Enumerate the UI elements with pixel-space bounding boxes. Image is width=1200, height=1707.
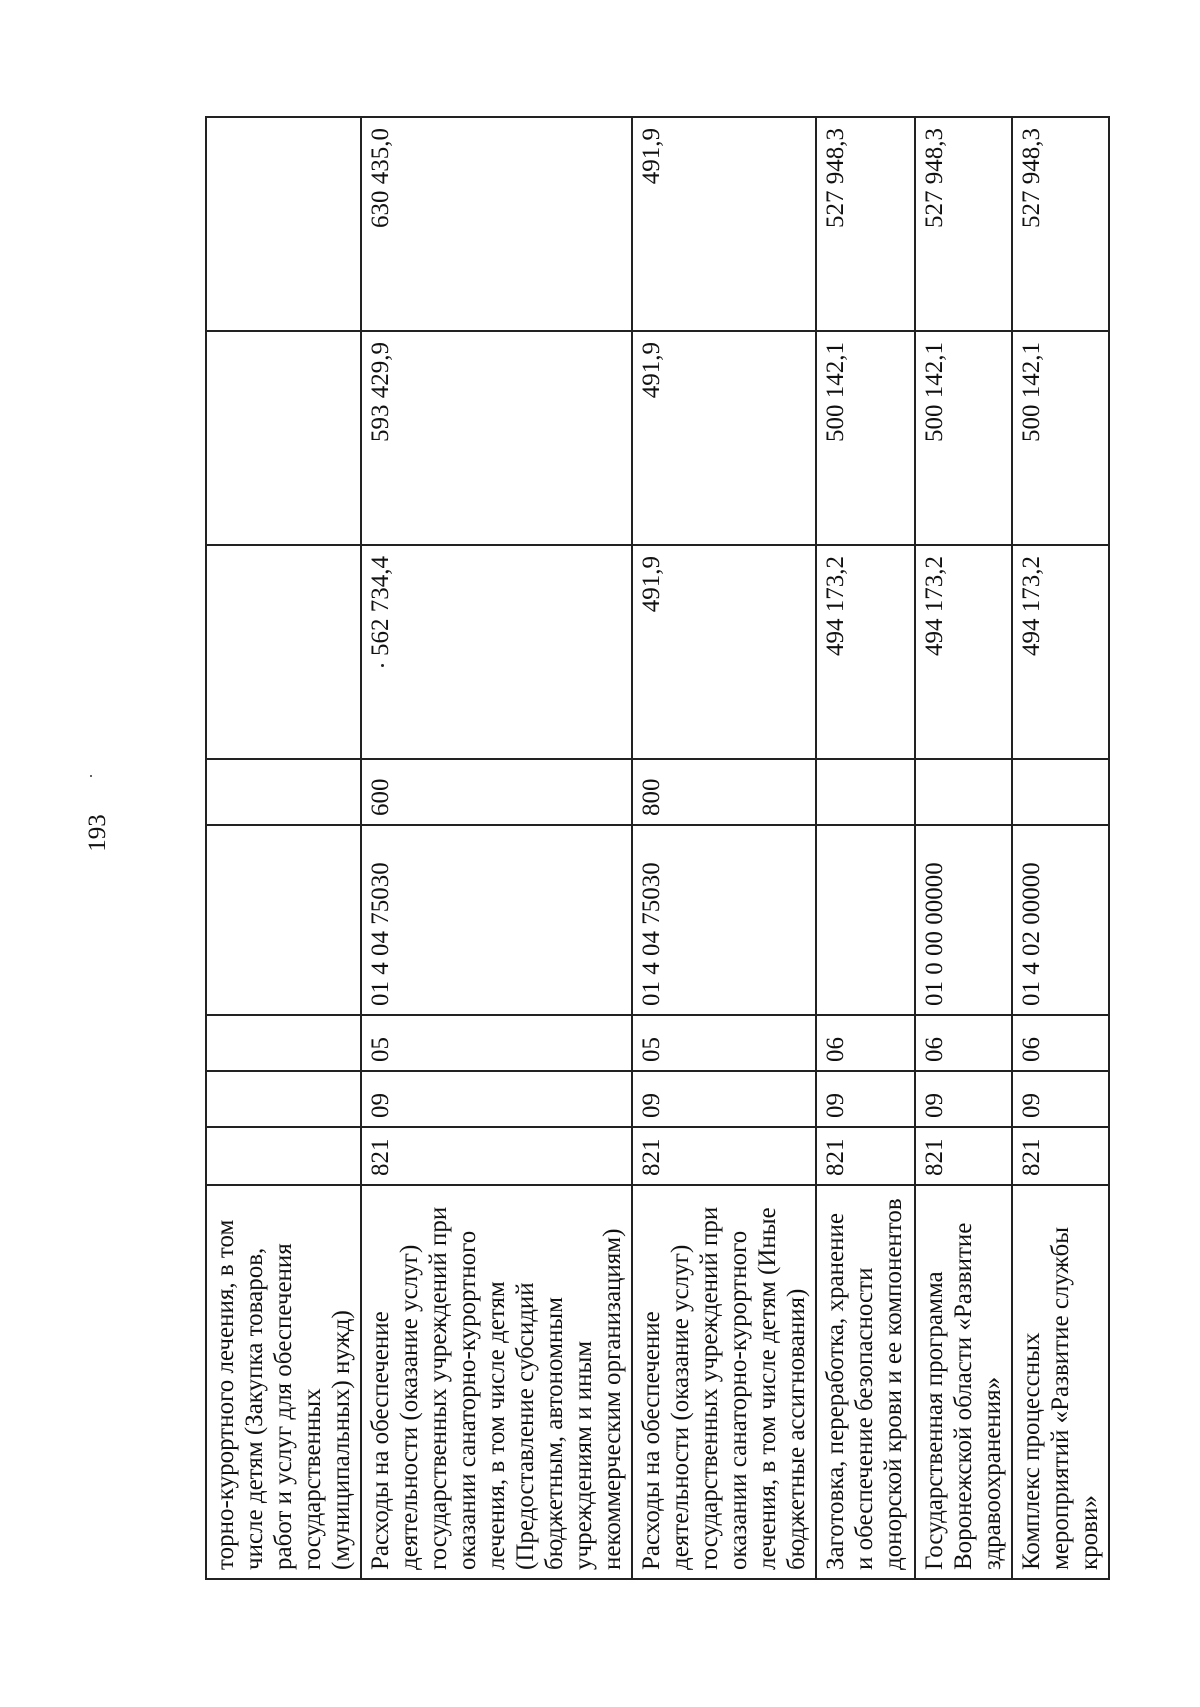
table-row [361,117,632,1579]
cell-vr [816,759,915,825]
cell-year3: 527 948,3 [816,117,915,331]
table-row [816,117,915,1579]
cell-gr: 821 [632,1127,816,1185]
cell-vr [915,759,1012,825]
cell-year3 [206,117,361,331]
table-row [206,117,361,1579]
cell-vr [206,759,361,825]
cell-name: Государственная программа Воронежской области «Развитие здравоохранения» [915,1185,1012,1579]
cell-year2: 500 142,1 [915,331,1012,545]
table-row [1012,117,1109,1579]
cell-pr: 06 [915,1015,1012,1071]
cell-pr: 06 [816,1015,915,1071]
cell-year2: 500 142,1 [1012,331,1109,545]
cell-pr: 05 [632,1015,816,1071]
cell-name: Заготовка, переработка, хранение и обеспечение безопасности донорской крови и ее компонентов [816,1185,915,1579]
cell-csr: 01 4 04 75030 [361,825,632,1015]
cell-csr [206,825,361,1015]
rotated-table-container [205,118,1103,1580]
page-number: 193 [84,814,111,852]
cell-year1-value: 562 734,4 [367,556,394,656]
cell-csr [816,825,915,1015]
cell-pr: 05 [361,1015,632,1071]
cell-year1: 494 173,2 [1012,545,1109,759]
cell-rz: 09 [816,1071,915,1127]
cell-name: Расходы на обеспечение деятельности (оказание услуг) государственных учреждений при оказании санаторно-курортного лечения, в том числе детям (Предоставление субсидий бюджетным, автономным учреждениям и иным некоммерческим организациям) [361,1185,632,1579]
cell-name: торно-курортного лечения, в том числе детям (Закупка товаров, работ и услуг для обеспечения государственных (муниципальных) нужд) [206,1185,361,1579]
cell-year1: 494 173,2 [816,545,915,759]
cell-gr [206,1127,361,1185]
cell-vr: 800 [632,759,816,825]
cell-year3: 527 948,3 [1012,117,1109,331]
scan-artifact-dot [90,775,92,777]
cell-rz: 09 [1012,1071,1109,1127]
cell-csr: 01 4 02 00000 [1012,825,1109,1015]
cell-year1: 491,9 [632,545,816,759]
cell-pr: 06 [1012,1015,1109,1071]
cell-csr: 01 0 00 00000 [915,825,1012,1015]
table-row [632,117,816,1579]
cell-vr: 600 [361,759,632,825]
cell-year2: 500 142,1 [816,331,915,545]
cell-rz: 09 [915,1071,1012,1127]
cell-year2: 491,9 [632,331,816,545]
cell-gr: 821 [1012,1127,1109,1185]
cell-vr [1012,759,1109,825]
cell-csr: 01 4 04 75030 [632,825,816,1015]
cell-year2 [206,331,361,545]
cell-year3: 630 435,0 [361,117,632,331]
cell-rz [206,1071,361,1127]
cell-gr: 821 [915,1127,1012,1185]
cell-year3: 527 948,3 [915,117,1012,331]
cell-year1 [206,545,361,759]
cell-name: Комплекс процессных мероприятий «Развитие службы крови» [1012,1185,1109,1579]
cell-gr: 821 [816,1127,915,1185]
cell-rz: 09 [361,1071,632,1127]
cell-year1: 494 173,2 [915,545,1012,759]
table-row [915,117,1012,1579]
cell-pr [206,1015,361,1071]
cell-year3: 491,9 [632,117,816,331]
cell-year2: 593 429,9 [361,331,632,545]
cell-name: Расходы на обеспечение деятельности (оказание услуг) государственных учреждений при оказании санаторно-курортного лечения, в том числе детям (Иные бюджетные ассигнования) [632,1185,816,1579]
cell-rz: 09 [632,1071,816,1127]
budget-table [205,116,1110,1580]
cell-year1 [361,545,632,759]
cell-gr: 821 [361,1127,632,1185]
scan-artifact-dot [381,664,384,667]
